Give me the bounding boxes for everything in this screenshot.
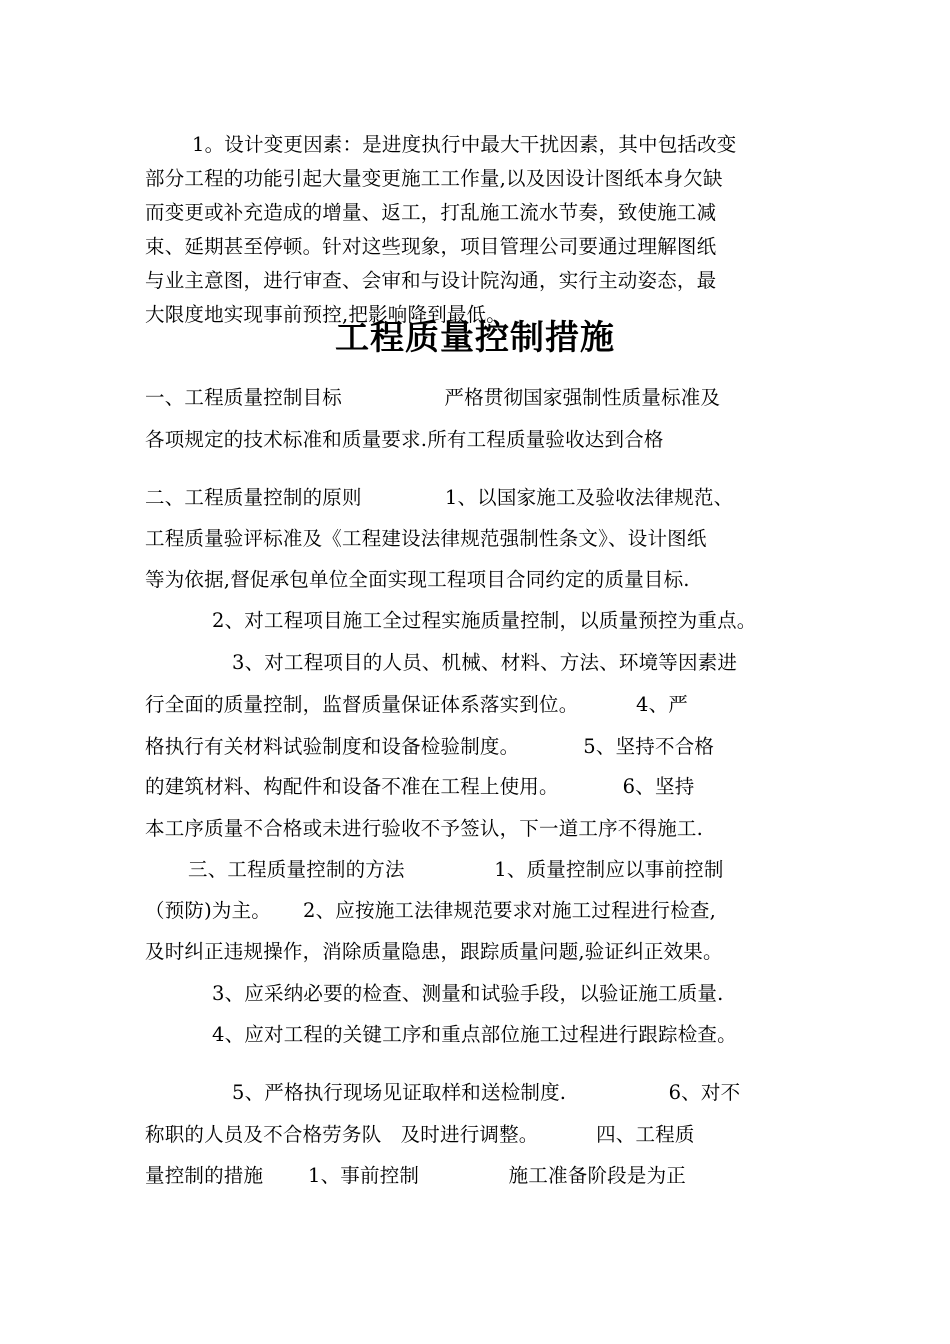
body-line-5: 等为依据,督促承包单位全面实现工程项目合同约定的质量目标.	[145, 568, 690, 591]
body-line-18: 称职的人员及不合格劳务队 及时进行调整。 四、工程质	[145, 1123, 695, 1146]
intro-line-3: 而变更或补充造成的增量、返工，打乱施工流水节奏，致使施工减	[145, 201, 717, 224]
body-line-12: 三、工程质量控制的方法 1、质量控制应以事前控制	[188, 858, 724, 881]
body-line-6: 2、对工程项目施工全过程实施质量控制，以质量预控为重点。	[212, 609, 757, 632]
intro-line-4: 束、延期甚至停顿。针对这些现象，项目管理公司要通过理解图纸	[145, 235, 717, 258]
body-line-14: 及时纠正违规操作，消除质量隐患，跟踪质量问题,验证纠正效果。	[145, 940, 723, 963]
body-line-7: 3、对工程项目的人员、机械、材料、方法、环境等因素进	[232, 651, 738, 674]
intro-line-2: 部分工程的功能引起大量变更施工工作量,以及因设计图纸本身欠缺	[145, 167, 723, 190]
body-line-2: 各项规定的技术标准和质量要求.所有工程质量验收达到合格	[145, 428, 664, 451]
body-line-19: 量控制的措施 1、事前控制 施工准备阶段是为正	[145, 1164, 686, 1187]
section-title: 工程质量控制措施	[335, 318, 615, 358]
body-line-16: 4、应对工程的关键工序和重点部位施工过程进行跟踪检查。	[212, 1023, 737, 1046]
body-line-15: 3、应采纳必要的检查、测量和试验手段，以验证施工质量.	[212, 982, 724, 1005]
intro-line-5: 与业主意图，进行审查、会审和与设计院沟通，实行主动姿态，最	[145, 269, 717, 292]
body-line-13: （预防)为主。 2、应按施工法律规范要求对施工过程进行检查,	[145, 899, 717, 922]
body-line-1: 一、工程质量控制目标 严格贯彻国家强制性质量标准及	[145, 386, 721, 409]
body-line-9: 格执行有关材料试验制度和设备检验制度。 5、坚持不合格	[145, 735, 715, 758]
intro-line-6: 大限度地实现事前预控,把影响降到最低。	[145, 303, 506, 326]
body-line-10: 的建筑材料、构配件和设备不准在工程上使用。 6、坚持	[145, 775, 695, 798]
body-line-8: 行全面的质量控制，监督质量保证体系落实到位。 4、严	[145, 693, 688, 716]
body-line-17: 5、严格执行现场见证取样和送检制度. 6、对不	[232, 1081, 741, 1104]
intro-line-1: 1。设计变更因素：是进度执行中最大干扰因素，其中包括改变	[192, 133, 737, 156]
body-line-3: 二、工程质量控制的原则 1、以国家施工及验收法律规范、	[145, 486, 734, 509]
body-line-4: 工程质量验评标准及《工程建设法律规范强制性条文》、设计图纸	[145, 527, 707, 550]
body-line-11: 本工序质量不合格或未进行验收不予签认，下一道工序不得施工.	[145, 817, 703, 840]
